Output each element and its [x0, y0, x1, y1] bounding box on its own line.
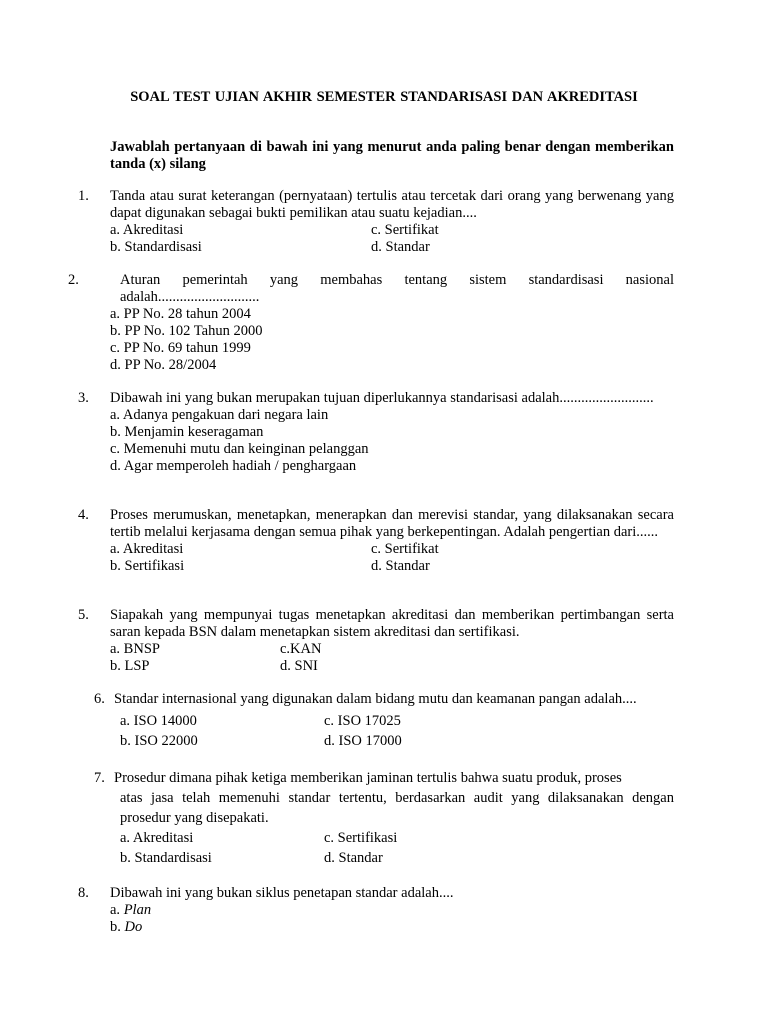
question-stem: 6. Standar internasional yang digunakan dalam bidang mutu dan keamanan pangan adalah....: [94, 691, 637, 707]
question-7: [94, 768, 674, 868]
option-d[interactable]: d. PP No. 28/2004: [110, 357, 217, 373]
option-b[interactable]: b. Menjamin keseragaman: [110, 424, 264, 440]
question-6: [94, 691, 674, 751]
question-stem: 5. Siapakah yang mempunyai tugas menetapkan akreditasi dan memberikan pertimbangan serta saran kepada BSN dalam menetapkan sistem akreditasi dan sertifikasi.: [78, 607, 674, 640]
option-a[interactable]: a. Akreditasi: [110, 541, 184, 557]
option-b[interactable]: b. Standardisasi: [110, 239, 202, 255]
options: [94, 641, 674, 675]
option-a[interactable]: a. Adanya pengakuan dari negara lain: [110, 407, 329, 423]
question-4: [78, 507, 674, 575]
option-c[interactable]: c. ISO 17025: [324, 713, 401, 729]
question-stem: 1. Tanda atau surat keterangan (pernyataan) tertulis atau tercetak dari orang yang berwenang yang dapat digunakan sebagai bukti pemilikan atau suatu kejadian....: [78, 188, 674, 221]
option-d[interactable]: d. Standar: [371, 239, 430, 255]
question-5: [78, 607, 674, 675]
page-title: SOAL TEST UJIAN AKHIR SEMESTER STANDARISASI DAN AKREDITASI: [130, 89, 638, 105]
option-b[interactable]: b. LSP: [110, 658, 150, 674]
question-stem: 8. Dibawah ini yang bukan siklus penetapan standar adalah....: [78, 885, 454, 901]
option-c[interactable]: c.KAN: [280, 641, 322, 657]
question-2: [68, 272, 674, 374]
option-b[interactable]: b. ISO 22000: [120, 733, 198, 749]
options: [94, 828, 674, 868]
option-b[interactable]: b. Do: [110, 919, 143, 935]
options: [94, 541, 674, 575]
option-d[interactable]: d. Standar: [324, 850, 383, 866]
option-b[interactable]: b. PP No. 102 Tahun 2000: [110, 323, 263, 339]
option-a[interactable]: a. Akreditasi: [110, 222, 184, 238]
option-a[interactable]: a. BNSP: [110, 641, 160, 657]
option-a[interactable]: a. Plan: [110, 902, 152, 918]
option-c[interactable]: c. Memenuhi mutu dan keinginan pelanggan: [110, 441, 369, 457]
instructions: Jawablah pertanyaan di bawah ini yang menurut anda paling benar dengan memberikan tanda (x) silang: [110, 139, 674, 172]
options: [94, 222, 674, 256]
question-stem: 4. Proses merumuskan, menetapkan, menerapkan dan merevisi standar, yang dilaksanakan secara tertib melalui kerjasama dengan semua pihak yang berkepentingan. Adalah pengertian dari......: [78, 507, 674, 540]
options: [94, 902, 674, 936]
option-a[interactable]: a. ISO 14000: [120, 713, 197, 729]
option-b[interactable]: b. Sertifikasi: [110, 558, 185, 574]
option-d[interactable]: d. ISO 17000: [324, 733, 402, 749]
question-1: [78, 188, 674, 256]
option-a[interactable]: a. PP No. 28 tahun 2004: [110, 306, 251, 322]
question-3: [78, 390, 674, 475]
options: [94, 407, 674, 475]
option-c[interactable]: c. Sertifikat: [371, 222, 439, 238]
option-d[interactable]: d. SNI: [280, 658, 318, 674]
option-c[interactable]: c. PP No. 69 tahun 1999: [110, 340, 251, 356]
option-b[interactable]: b. Standardisasi: [120, 850, 212, 866]
question-stem: 7. Prosedur dimana pihak ketiga memberikan jaminan tertulis bahwa suatu produk, proses atas jasa telah memenuhi standar tertentu, berdasarkan audit yang dilaksanakan dengan prosedur yang disepakati.: [94, 770, 674, 826]
option-d[interactable]: d. Standar: [371, 558, 430, 574]
options: [94, 306, 674, 374]
options: [94, 711, 674, 751]
option-c[interactable]: c. Sertifikasi: [324, 830, 398, 846]
option-a[interactable]: a. Akreditasi: [120, 830, 194, 846]
option-d[interactable]: d. Agar memperoleh hadiah / penghargaan: [110, 458, 357, 474]
question-stem: 2. Aturan pemerintah yang membahas tentang sistem standardisasi nasional adalah............................: [68, 272, 674, 305]
question-stem: 3. Dibawah ini yang bukan merupakan tujuan diperlukannya standarisasi adalah..........................: [78, 390, 654, 406]
option-c[interactable]: c. Sertifikat: [371, 541, 439, 557]
question-8: [78, 885, 674, 936]
